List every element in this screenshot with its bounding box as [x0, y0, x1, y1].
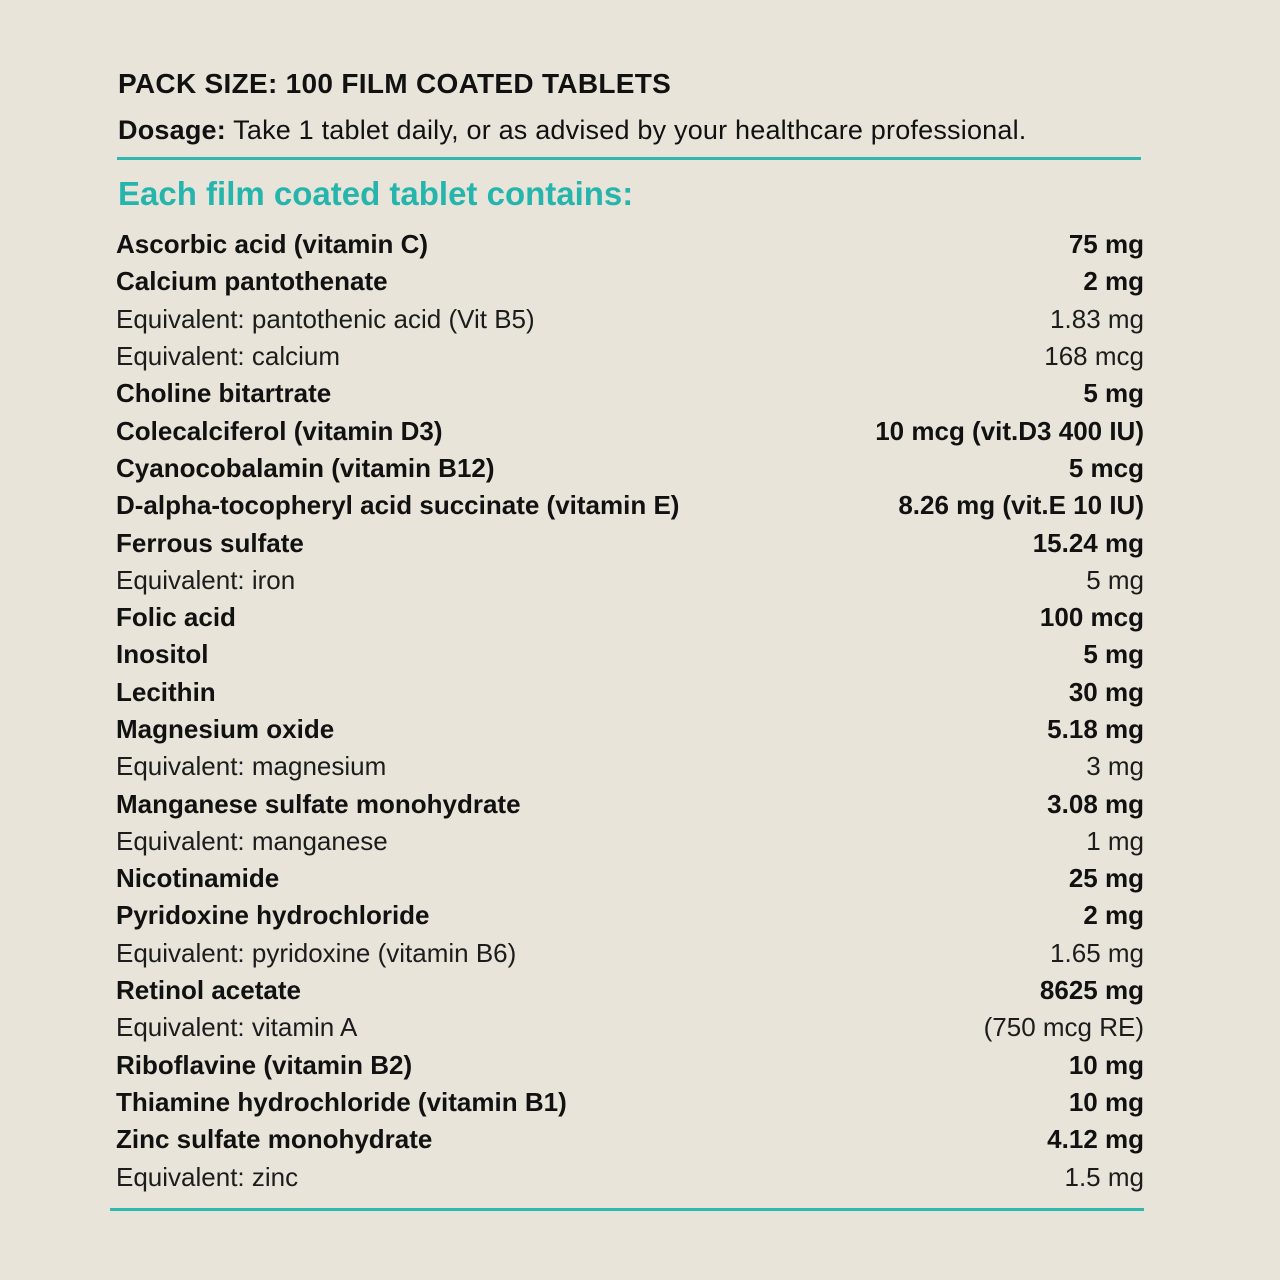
ingredient-name: Choline bitartrate: [116, 378, 332, 409]
ingredient-row: [116, 226, 1144, 263]
ingredient-amount: 168 mcg: [1044, 341, 1144, 372]
ingredient-amount: 10 mcg (vit.D3 400 IU): [875, 415, 1144, 446]
ingredient-amount: 8625 mg: [1039, 975, 1144, 1006]
ingredient-name: Riboflavine (vitamin B2): [116, 1049, 413, 1080]
ingredient-name: Pyridoxine hydrochloride: [116, 900, 430, 931]
ingredient-name: Nicotinamide: [116, 863, 280, 894]
ingredient-name: Equivalent: magnesium: [116, 751, 387, 782]
ingredient-name: Retinol acetate: [116, 975, 301, 1006]
ingredient-name: Calcium pantothenate: [116, 266, 388, 297]
ingredient-name: Magnesium oxide: [116, 714, 335, 744]
ingredient-row: [116, 450, 1144, 487]
ingredient-amount: 2 mg: [1083, 266, 1144, 297]
ingredient-amount: 1.5 mg: [1064, 1161, 1144, 1192]
ingredient-amount: 8.26 mg (vit.E 10 IU): [898, 490, 1144, 521]
ingredient-amount: 3.08 mg: [1047, 788, 1144, 819]
ingredient-row: [116, 412, 1144, 449]
ingredient-amount: 15.24 mg: [1032, 527, 1144, 558]
equivalent-row: [116, 301, 1144, 338]
ingredient-amount: 1.83 mg: [1050, 303, 1144, 334]
ingredient-amount: 25 mg: [1068, 863, 1144, 894]
ingredient-name: Equivalent: zinc: [116, 1161, 299, 1192]
ingredient-row: [116, 1047, 1144, 1084]
equivalent-row: [116, 935, 1144, 972]
ingredient-row: [116, 599, 1144, 636]
section-heading: Each film coated tablet contains:: [118, 175, 634, 212]
ingredient-amount: 10 mg: [1068, 1049, 1144, 1080]
ingredient-amount: (750 mcg RE): [983, 1012, 1144, 1043]
equivalent-row: [116, 562, 1144, 599]
ingredient-name: Lecithin: [116, 676, 216, 707]
ingredient-name: Zinc sulfate monohydrate: [116, 1124, 433, 1155]
ingredient-row: [116, 897, 1144, 934]
ingredient-amount: 100 mcg: [1039, 602, 1144, 633]
ingredient-row: [116, 375, 1144, 412]
ingredient-name: Colecalciferol (vitamin D3): [116, 415, 443, 446]
ingredient-row: [116, 972, 1144, 1009]
ingredient-amount: 4.12 mg: [1047, 1124, 1144, 1155]
ingredient-name: Ascorbic acid (vitamin C): [116, 229, 429, 260]
ingredient-amount: 30 mg: [1068, 676, 1144, 707]
equivalent-row: [116, 1158, 1144, 1195]
ingredient-amount: 1 mg: [1086, 825, 1144, 856]
ingredient-name: D-alpha-tocopheryl acid succinate (vitamin E): [116, 490, 680, 521]
ingredient-name: Equivalent: vitamin A: [116, 1012, 358, 1043]
bottom-divider: [110, 1208, 1144, 1211]
ingredient-amount: 5 mg: [1086, 564, 1144, 595]
dosage-label: Dosage:: [118, 115, 226, 145]
ingredient-row: [116, 1084, 1144, 1121]
ingredient-name: Equivalent: manganese: [116, 825, 388, 856]
ingredients-list: [116, 226, 1144, 1196]
ingredient-name: Inositol: [116, 639, 209, 670]
ingredient-row: [116, 487, 1144, 524]
ingredient-row: [116, 263, 1144, 300]
ingredient-amount: 5 mg: [1083, 378, 1144, 409]
ingredient-name: Folic acid: [116, 602, 236, 633]
ingredient-row: [116, 636, 1144, 673]
ingredient-row: [116, 860, 1144, 897]
ingredient-amount: 3 mg: [1086, 751, 1144, 782]
ingredient-name: Ferrous sulfate: [116, 527, 304, 558]
ingredient-amount: 2 mg: [1083, 900, 1144, 931]
ingredient-name: Thiamine hydrochloride (vitamin B1): [116, 1086, 567, 1117]
ingredient-amount: 5.18 mg: [1047, 714, 1144, 744]
pack-size-heading: PACK SIZE: 100 FILM COATED TABLETS: [118, 68, 672, 99]
top-divider: [117, 157, 1141, 160]
ingredient-name: Equivalent: iron: [116, 564, 296, 595]
ingredient-amount: 1.65 mg: [1050, 937, 1144, 968]
equivalent-row: [116, 748, 1144, 785]
dosage-text: Take 1 tablet daily, or as advised by your healthcare professional.: [225, 115, 1027, 145]
ingredient-name: Cyanocobalamin (vitamin B12): [116, 452, 495, 483]
equivalent-row: [116, 823, 1144, 860]
ingredient-row: [116, 711, 1144, 748]
ingredient-row: [116, 674, 1144, 711]
ingredient-amount: 75 mg: [1068, 229, 1144, 260]
ingredient-amount: 5 mg: [1083, 639, 1144, 670]
ingredient-row: [116, 524, 1144, 561]
ingredient-name: Equivalent: calcium: [116, 341, 340, 372]
ingredient-amount: 5 mcg: [1068, 452, 1144, 483]
ingredient-name: Equivalent: pantothenic acid (Vit B5): [116, 303, 535, 334]
ingredient-name: Manganese sulfate monohydrate: [116, 788, 521, 819]
dosage-line: [118, 112, 1027, 148]
ingredient-row: [116, 785, 1144, 822]
equivalent-row: [116, 1009, 1144, 1046]
ingredient-row: [116, 1121, 1144, 1158]
ingredient-amount: 10 mg: [1068, 1086, 1144, 1117]
equivalent-row: [116, 338, 1144, 375]
ingredient-name: Equivalent: pyridoxine (vitamin B6): [116, 937, 517, 968]
